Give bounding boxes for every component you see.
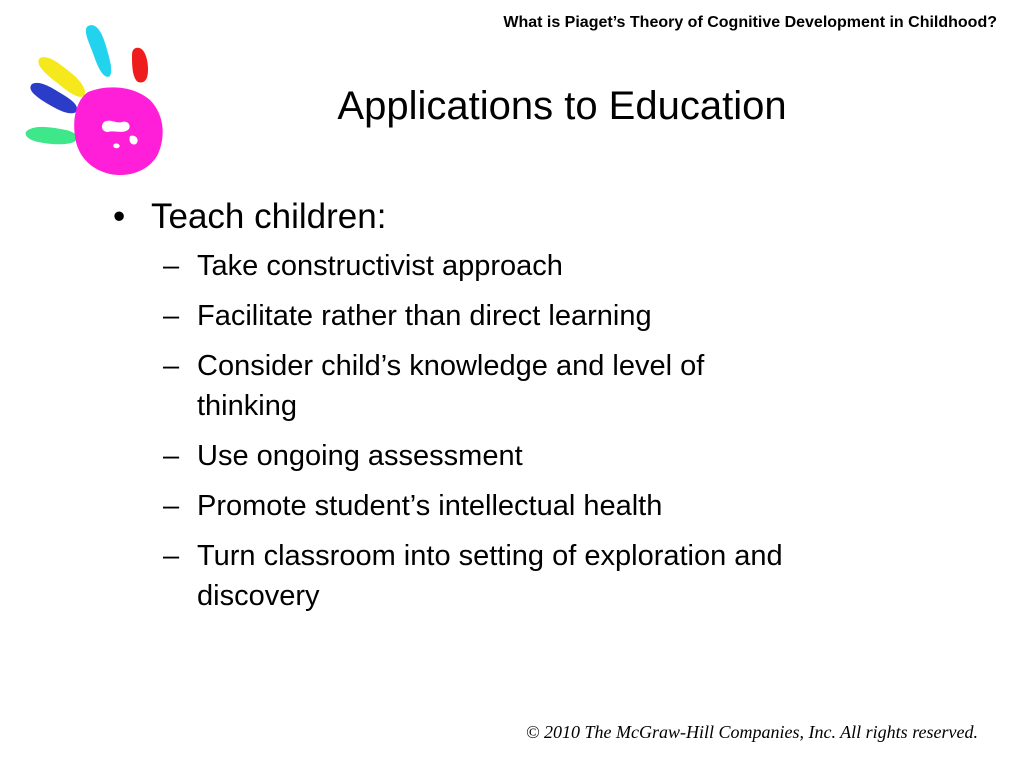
sub-bullet-text: Facilitate rather than direct learning: [197, 300, 652, 332]
sub-bullet-item: [163, 486, 913, 526]
bullet-marker: •: [113, 197, 126, 236]
copyright-footer: © 2010 The McGraw-Hill Companies, Inc. All rights reserved.: [525, 722, 978, 742]
sub-bullet-marker: –: [163, 490, 180, 522]
sub-bullet-text: Turn classroom into setting of exploration and discovery: [197, 540, 783, 612]
palm-highlight: [102, 121, 130, 132]
sub-bullet-item: [163, 436, 913, 476]
presentation-header: What is Piaget’s Theory of Cognitive Development in Childhood?: [503, 14, 997, 31]
sub-bullet-item: [163, 346, 913, 426]
slide-content: [113, 194, 913, 626]
sub-bullet-marker: –: [163, 300, 180, 332]
sub-bullet-text: Promote student’s intellectual health: [197, 490, 663, 522]
sub-bullet-text: Consider child’s knowledge and level of thinking: [197, 350, 705, 422]
sub-bullet-marker: –: [163, 250, 180, 282]
sub-bullet-list: [113, 246, 913, 616]
sub-bullet-item: [163, 246, 913, 286]
sub-bullet-marker: –: [163, 440, 180, 472]
slide-title: Applications to Education: [337, 84, 787, 128]
sub-bullet-marker: –: [163, 350, 180, 382]
sub-bullet-text: Use ongoing assessment: [197, 440, 523, 472]
sub-bullet-marker: –: [163, 540, 180, 572]
sub-bullet-text: Take constructivist approach: [197, 250, 563, 282]
cyan-finger-stroke: [86, 25, 111, 77]
painted-hand-icon: [18, 18, 178, 183]
green-finger-stroke: [26, 127, 77, 144]
bullet-text: Teach children:: [151, 197, 387, 236]
sub-bullet-item: [163, 536, 913, 616]
bullet-item: [113, 194, 913, 240]
sub-bullet-item: [163, 296, 913, 336]
red-finger-stroke: [132, 48, 148, 83]
